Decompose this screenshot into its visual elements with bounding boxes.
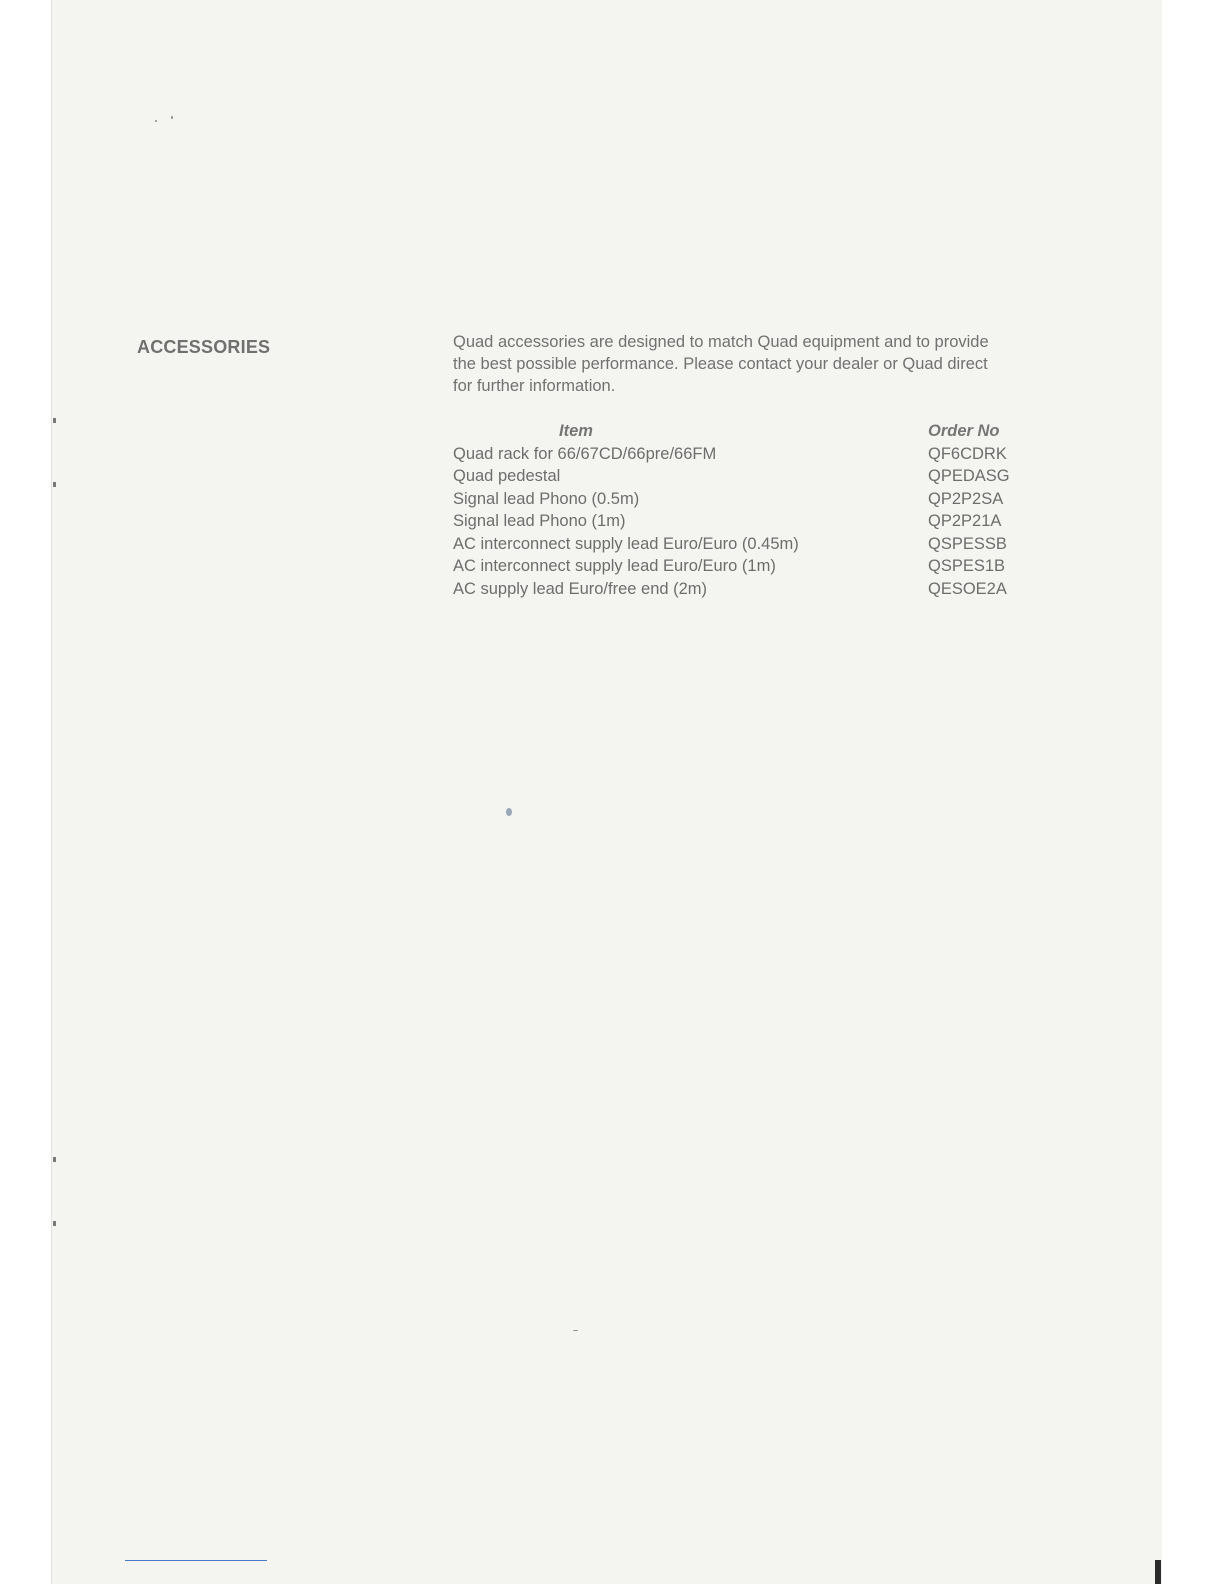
item-name: AC interconnect supply lead Euro/Euro (0.45m): [453, 534, 799, 553]
item-name: Signal lead Phono (0.5m): [453, 489, 640, 508]
table-row: [453, 510, 1053, 533]
scan-speck: [155, 120, 157, 122]
order-number: QP2P2SA: [928, 489, 1004, 508]
footer-rule: [125, 1560, 267, 1561]
scan-speck: [171, 116, 173, 119]
scanned-page: [51, 0, 1162, 1584]
intro-line: for further information.: [453, 377, 616, 395]
order-number: QF6CDRK: [928, 444, 1007, 463]
table-header-row: [453, 420, 1053, 443]
item-name: AC supply lead Euro/free end (2m): [453, 579, 708, 598]
binding-mark: [53, 482, 56, 487]
scan-speck: [506, 808, 512, 816]
item-name: Quad rack for 66/67CD/66pre/66FM: [453, 444, 717, 463]
intro-line: the best possible performance. Please contact your dealer or Quad direct: [453, 355, 988, 373]
item-name: Signal lead Phono (1m): [453, 512, 626, 530]
column-header-item: Item: [559, 422, 593, 440]
order-number: QPEDASG: [928, 467, 1010, 485]
order-number: QSPESSB: [928, 534, 1007, 553]
table-row: [453, 443, 1053, 466]
binding-mark: [53, 1221, 56, 1226]
binding-mark: [53, 418, 56, 423]
item-name: AC interconnect supply lead Euro/Euro (1m): [453, 557, 776, 575]
order-number: QESOE2A: [928, 579, 1007, 598]
table-row: [453, 555, 1053, 578]
table-row: [453, 488, 1053, 511]
section-heading: ACCESSORIES: [137, 337, 271, 357]
intro-line: Quad accessories are designed to match Quad equipment and to provide: [453, 333, 989, 351]
table-row: [453, 533, 1053, 556]
page-edge-shadow: [1155, 1560, 1161, 1584]
order-number: QP2P21A: [928, 512, 1002, 530]
intro-paragraph: [453, 331, 1053, 397]
column-header-order-no: Order No: [928, 422, 1000, 440]
order-number: QSPES1B: [928, 557, 1006, 575]
table-row: [453, 465, 1053, 488]
accessories-table: [453, 420, 1053, 600]
table-row: [453, 578, 1053, 601]
scan-speck: [573, 1330, 578, 1331]
item-name: Quad pedestal: [453, 467, 561, 485]
binding-mark: [53, 1157, 56, 1162]
